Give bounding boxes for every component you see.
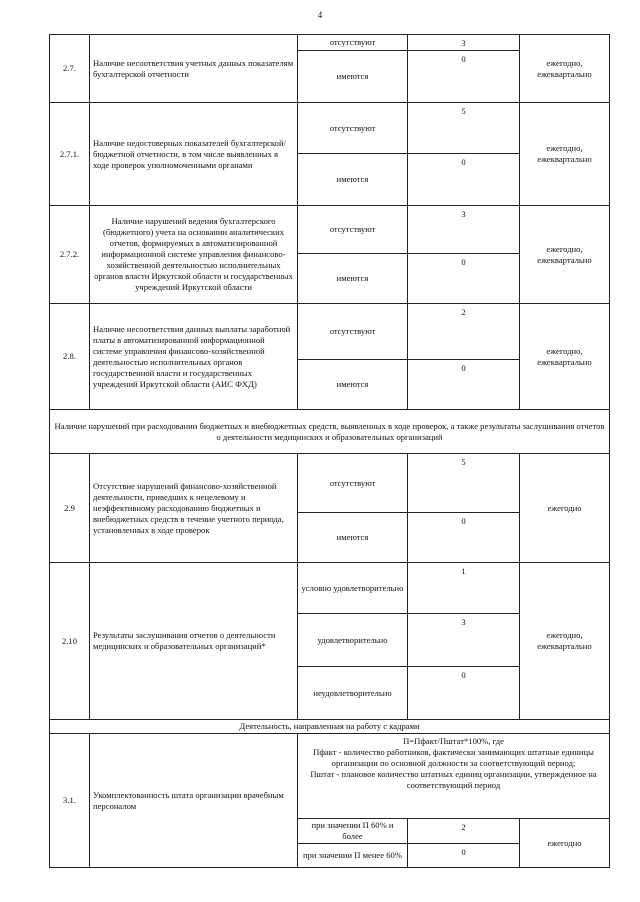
- points-cell: 5: [408, 103, 520, 154]
- condition-cell: отсутствуют: [298, 454, 408, 513]
- row-number: 2.10: [50, 563, 90, 720]
- points-cell: 0: [408, 667, 520, 720]
- points-cell: 2: [408, 304, 520, 360]
- condition-cell: удовлетворительно: [298, 614, 408, 667]
- formula-definition-fact: Пфакт - количество работников, фактически занимающих штатные единицы организации по основной должности за соответствующий период;: [313, 747, 594, 768]
- formula-cell: [298, 734, 610, 819]
- indicator-text: Наличие недостоверных показателей бухгалтерской/бюджетной отчетности, в том числе выявленных в ходе проверок уполномоченными органами: [90, 103, 298, 206]
- table-row: [50, 35, 610, 51]
- section-heading: Деятельность, направленная на работу с кадрами: [50, 720, 610, 734]
- indicator-text: Наличие несоответствия данных выплаты заработной платы в автоматизированной информационной системе управления финансово-хозяйственной деятельностью исполнительных органов государственной власти и государственных учреждений Иркутской области (АИС ФХД): [90, 304, 298, 410]
- points-cell: 3: [408, 35, 520, 51]
- condition-cell: имеются: [298, 513, 408, 563]
- row-number: 2.8.: [50, 304, 90, 410]
- condition-cell: неудовлетворительно: [298, 667, 408, 720]
- table-row: [50, 563, 610, 614]
- row-number: 3.1.: [50, 734, 90, 868]
- row-number: 2.7.: [50, 35, 90, 103]
- condition-cell: имеются: [298, 254, 408, 304]
- points-cell: 2: [408, 819, 520, 844]
- condition-cell: имеются: [298, 360, 408, 410]
- points-cell: 3: [408, 206, 520, 254]
- period-cell: ежегодно, ежеквартально: [520, 206, 610, 304]
- condition-cell: отсутствуют: [298, 35, 408, 51]
- indicator-text: Наличие нарушений ведения бухгалтерского (бюджетного) учета на основании аналитических отчетов, формируемых в автоматизированной информационной системе управления финансово-хозяйственной деятельностью исполнительных органов власти Иркутской области и государственных учреждений Иркутской области: [90, 206, 298, 304]
- table-row: [50, 410, 610, 454]
- row-number: 2.7.1.: [50, 103, 90, 206]
- points-cell: 5: [408, 454, 520, 513]
- points-cell: 0: [408, 254, 520, 304]
- table-row: [50, 103, 610, 154]
- indicator-text: Укомплектованность штата организации врачебным персоналом: [90, 734, 298, 868]
- indicator-text: Наличие несоответствия учетных данных показателям бухгалтерской отчетности: [90, 35, 298, 103]
- period-cell: ежегодно, ежеквартально: [520, 103, 610, 206]
- page-number: 4: [317, 10, 323, 20]
- formula-definition-plan: Пштат - плановое количество штатных единиц организации, утвержденное на соответствующий период: [310, 769, 597, 790]
- condition-cell: отсутствуют: [298, 304, 408, 360]
- period-cell: ежегодно, ежеквартально: [520, 304, 610, 410]
- points-cell: 1: [408, 563, 520, 614]
- points-cell: 0: [408, 513, 520, 563]
- points-cell: 0: [408, 51, 520, 103]
- indicator-text: Отсутствие нарушений финансово-хозяйственной деятельности, приведших к нецелевому и неэффективному расходованию бюджетных и внебюджетных средств в течение учетного периода, установленных в ходе проверок: [90, 454, 298, 563]
- condition-cell: отсутствуют: [298, 103, 408, 154]
- table-row: [50, 454, 610, 513]
- period-cell: ежегодно: [520, 819, 610, 868]
- row-number: 2.9: [50, 454, 90, 563]
- condition-cell: имеются: [298, 154, 408, 206]
- condition-cell: отсутствуют: [298, 206, 408, 254]
- points-cell: 0: [408, 360, 520, 410]
- condition-cell: условно удовлетворительно: [298, 563, 408, 614]
- section-heading: Наличие нарушений при расходовании бюджетных и внебюджетных средств, выявленных в ходе проверок, а также результаты заслушивания отчетов о деятельности медицинских и образовательных организаций: [50, 410, 610, 454]
- points-cell: 0: [408, 844, 520, 868]
- period-cell: ежегодно: [520, 454, 610, 563]
- table-row: [50, 304, 610, 360]
- indicator-text: Результаты заслушивания отчетов о деятельности медицинских и образовательных организаций*: [90, 563, 298, 720]
- table-row: [50, 206, 610, 254]
- condition-cell: при значении П 60% и более: [298, 819, 408, 844]
- points-cell: 0: [408, 154, 520, 206]
- table-row: [50, 720, 610, 734]
- condition-cell: при значении П менее 60%: [298, 844, 408, 868]
- period-cell: ежегодно, ежеквартально: [520, 563, 610, 720]
- formula-main: П=Пфакт/Пштат*100%, где: [403, 736, 504, 746]
- points-cell: 3: [408, 614, 520, 667]
- period-cell: ежегодно, ежеквартально: [520, 35, 610, 103]
- criteria-table: [49, 34, 610, 868]
- table-row: [50, 734, 610, 819]
- row-number: 2.7.2.: [50, 206, 90, 304]
- condition-cell: имеются: [298, 51, 408, 103]
